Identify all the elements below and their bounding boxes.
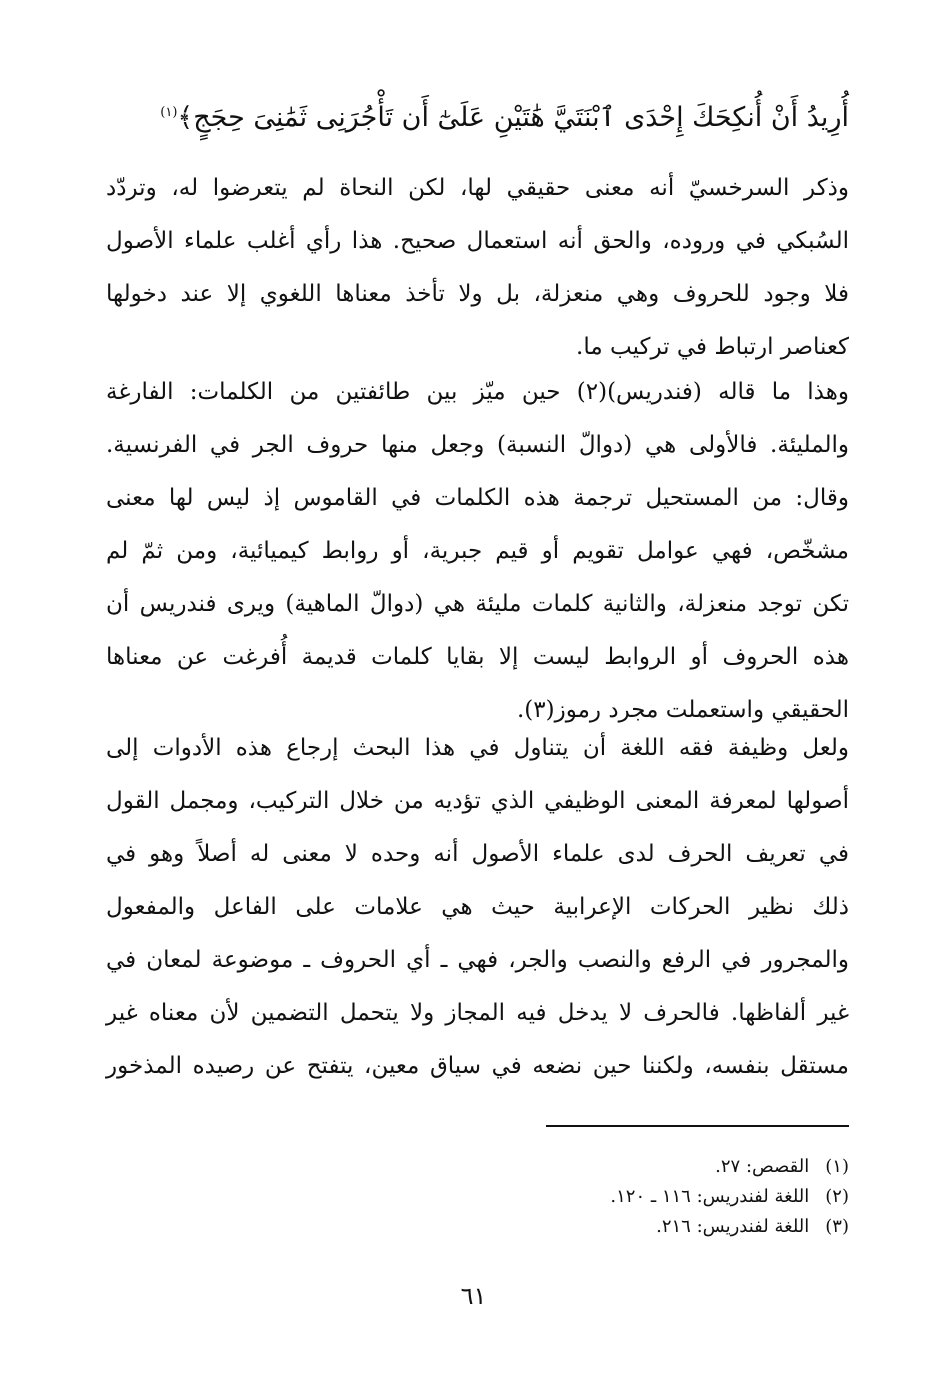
footnote-separator xyxy=(546,1125,849,1127)
paragraph-1 xyxy=(106,162,849,374)
footnote-text: اللغة لفندريس: ٢١٦. xyxy=(656,1216,810,1237)
text-line: الحقيقي واستعملت مجرد رموز(٣). xyxy=(516,697,849,723)
text-line: تكن توجد منعزلة، والثانية كلمات مليئة هي (دوالّ الماهية) ويرى فندريس أن xyxy=(106,591,849,617)
text-line: في تعريف الحرف لدى علماء الأصول أنه وحده لا معنى له أصلاً وهو في xyxy=(106,841,849,867)
footnote-text: القصص: ٢٧. xyxy=(715,1156,810,1177)
verse-text: أُرِيدُ أَنْ أُنكِحَكَ إِحْدَى ٱبْنَتَيَّ هَٰتَيْنِ عَلَىٰٓ أَن تَأْجُرَنِى ثَمَٰنِىَ حِجَجٍ﴾ xyxy=(177,102,849,133)
paragraph-2 xyxy=(106,366,849,737)
text-line: وهذا ما قاله (فندريس)(٢) حين ميّز بين طائفتين من الكلمات: الفارغة xyxy=(106,379,849,405)
footnote-item xyxy=(449,1152,849,1182)
footnote-marker-1: (١) xyxy=(160,105,178,120)
text-line: ولعل وظيفة فقه اللغة أن يتناول في هذا البحث إرجاع هذه الأدوات إلى xyxy=(106,735,849,761)
quran-verse-line xyxy=(106,88,849,148)
text-line: أصولها لمعرفة المعنى الوظيفي الذي تؤديه من خلال التركيب، ومجمل القول xyxy=(106,788,849,814)
text-line: مشخّص، فهي عوامل تقويم أو قيم جبرية، أو روابط كيميائية، ومن ثمّ لم xyxy=(106,538,849,564)
text-line: مستقل بنفسه، ولكننا حين نضعه في سياق معين، يتفتح عن رصيده المذخور xyxy=(106,1053,849,1079)
footnote-number: (٢) xyxy=(825,1186,849,1207)
page-number: ٦١ xyxy=(460,1282,487,1310)
text-line: غير ألفاظها. فالحرف لا يدخل فيه المجاز ولا يتحمل التضمين لأن معناه غير xyxy=(106,1000,849,1026)
text-line: والمجرور في الرفع والنصب والجر، فهي ـ أي الحروف ـ موضوعة لمعان في xyxy=(106,947,849,973)
footnote-number: (٣) xyxy=(825,1216,849,1237)
footnote-number: (١) xyxy=(825,1156,849,1177)
text-line: هذه الحروف أو الروابط ليست إلا بقايا كلمات قديمة أُفرغت عن معناها xyxy=(106,644,849,670)
text-line: وذكر السرخسيّ أنه معنى حقيقي لها، لكن النحاة لم يتعرضوا له، وتردّد xyxy=(106,175,849,201)
text-line: والمليئة. فالأولى هي (دوالّ النسبة) وجعل منها حروف الجر في الفرنسية. xyxy=(106,432,849,458)
paragraph-3 xyxy=(106,722,849,1093)
footnote-item xyxy=(449,1182,849,1212)
footnotes xyxy=(449,1152,849,1242)
text-line: فلا وجود للحروف وهي منعزلة، بل ولا تأخذ معناها اللغوي إلا عند دخولها xyxy=(106,281,849,307)
text-line: السُبكي في وروده، والحق أنه استعمال صحيح. هذا رأي أغلب علماء الأصول xyxy=(106,228,849,254)
footnote-item xyxy=(449,1212,849,1242)
text-line: ذلك نظير الحركات الإعرابية حيث هي علامات على الفاعل والمفعول xyxy=(106,894,849,920)
text-line: وقال: من المستحيل ترجمة هذه الكلمات في القاموس إذ ليس لها معنى xyxy=(106,485,849,511)
text-line: كعناصر ارتباط في تركيب ما. xyxy=(576,334,849,360)
footnote-text: اللغة لفندريس: ١١٦ ـ ١٢٠. xyxy=(610,1186,810,1207)
